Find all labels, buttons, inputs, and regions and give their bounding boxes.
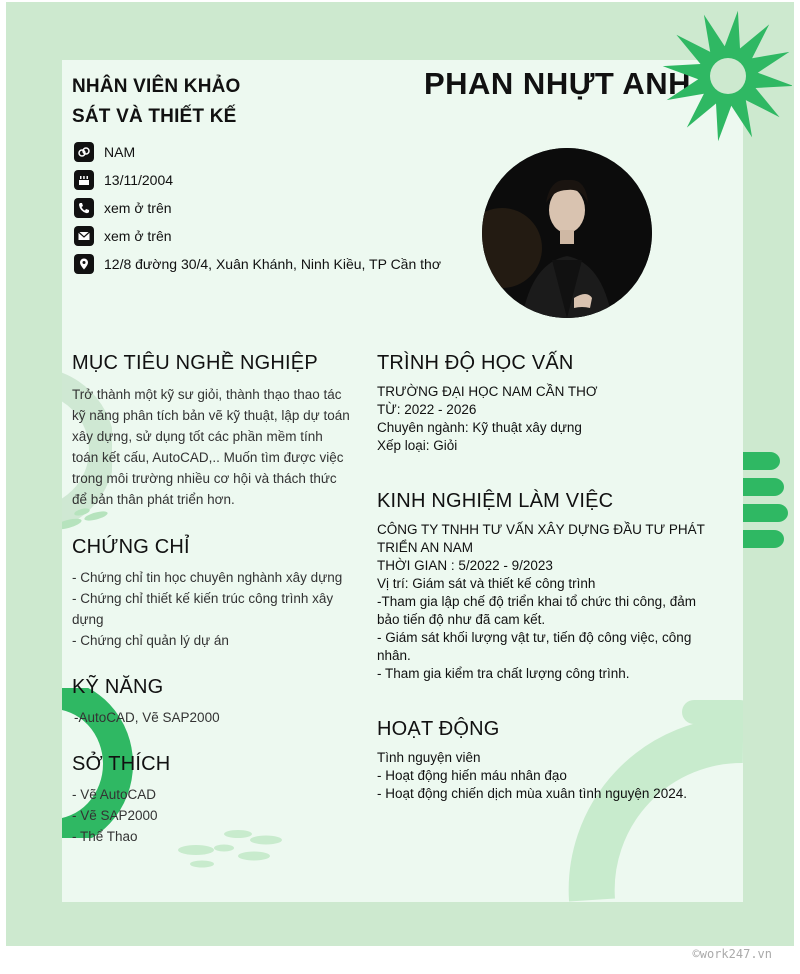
objective-line: toán kết cấu, AutoCAD,.. Muốn tìm được việc: [72, 450, 344, 465]
skills-body: [74, 707, 220, 728]
decorative-leaves-bottom: [174, 826, 294, 876]
info-phone: [74, 197, 172, 219]
education-body: [377, 383, 727, 455]
job-title-line-1: NHÂN VIÊN KHẢO: [72, 76, 241, 97]
info-gender: [74, 141, 135, 163]
hobby-line: - Thể Thao: [72, 829, 138, 844]
objective-line: Trở thành một kỹ sư giỏi, thành thạo thao tác: [72, 387, 342, 402]
experience-line: nhân.: [377, 648, 411, 663]
info-birthday-text: 13/11/2004: [104, 172, 174, 188]
certificates-heading: CHỨNG CHỈ: [72, 536, 190, 558]
objective-heading: MỤC TIÊU NGHỀ NGHIỆP: [72, 352, 318, 374]
info-address: [74, 253, 441, 275]
skills-heading: KỸ NĂNG: [72, 676, 164, 698]
email-icon: [74, 226, 94, 246]
activities-body: [377, 749, 737, 803]
education-line: Chuyên ngành: Kỹ thuật xây dựng: [377, 420, 582, 435]
phone-icon: [74, 198, 94, 218]
hobbies-heading: SỞ THÍCH: [72, 753, 171, 775]
education-line: TRƯỜNG ĐẠI HỌC NAM CẦN THƠ: [377, 384, 598, 399]
education-heading: TRÌNH ĐỘ HỌC VẤN: [377, 352, 574, 374]
info-email-text: xem ở trên: [104, 228, 172, 244]
location-icon: [74, 254, 94, 274]
decorative-stripes-right: [736, 448, 794, 560]
experience-body: [377, 521, 737, 683]
education-line: Xếp loại: Giỏi: [377, 438, 458, 453]
experience-line: Vị trí: Giám sát và thiết kế công trình: [377, 576, 596, 591]
certificate-line: - Chứng chỉ thiết kế kiến trúc công trình xây: [72, 591, 334, 606]
info-email: [74, 225, 172, 247]
objective-body: [72, 384, 362, 510]
skill-line: -AutoCAD, Vẽ SAP2000: [74, 710, 220, 725]
experience-line: -Tham gia lập chế độ triển khai tổ chức thi công, đảm: [377, 594, 696, 609]
candidate-name: PHAN NHỰT ANH: [423, 66, 691, 101]
certificates-body: [72, 567, 362, 651]
birthday-cake-icon: [74, 170, 94, 190]
activity-line: Tình nguyện viên: [377, 750, 481, 765]
info-birthday: [74, 169, 173, 191]
experience-line: TRIỂN AN NAM: [377, 540, 474, 555]
activities-heading: HOẠT ĐỘNG: [377, 718, 500, 740]
activity-line: - Hoạt động hiến máu nhân đạo: [377, 768, 567, 783]
job-title-line-2: SÁT VÀ THIẾT KẾ: [72, 106, 237, 127]
info-phone-text: xem ở trên: [104, 200, 172, 216]
gender-icon: [74, 142, 94, 162]
info-address-text: 12/8 đường 30/4, Xuân Khánh, Ninh Kiều, TP Cần thơ: [104, 256, 441, 272]
objective-line: trong môi trường nhiều cơ hội và thách thức: [72, 471, 337, 486]
objective-line: kỹ năng phân tích bản vẽ kỹ thuật, lập dự toán: [72, 408, 350, 423]
certificate-line: dựng: [72, 612, 104, 627]
experience-line: CÔNG TY TNHH TƯ VẤN XÂY DỰNG ĐẦU TƯ PHÁT: [377, 522, 705, 537]
hobby-line: - Vẽ SAP2000: [72, 808, 158, 823]
hobby-line: - Vẽ AutoCAD: [72, 787, 157, 802]
watermark-footer: ©work247.vn: [692, 947, 772, 961]
objective-line: để bản thân phát triển hơn.: [72, 492, 235, 507]
certificate-line: - Chứng chỉ tin học chuyên nghành xây dựng: [72, 570, 343, 585]
objective-line: xây dựng, sử dụng tốt các phần mềm tính: [72, 429, 323, 444]
hobbies-body: [72, 784, 158, 847]
page-background: [6, 2, 794, 946]
profile-photo: [482, 148, 652, 318]
job-title: [72, 72, 241, 132]
decorative-leaves-left: [62, 506, 130, 536]
decorative-starburst: [656, 6, 792, 142]
experience-line: - Tham gia kiểm tra chất lượng công trình.: [377, 666, 630, 681]
experience-line: THỜI GIAN : 5/2022 - 9/2023: [377, 558, 553, 573]
activity-line: - Hoạt động chiến dịch mùa xuân tình nguyện 2024.: [377, 786, 687, 801]
info-gender-text: NAM: [104, 144, 136, 160]
experience-heading: KINH NGHIỆM LÀM VIỆC: [377, 490, 614, 512]
experience-line: - Giám sát khối lượng vật tư, tiến độ công việc, công: [377, 630, 692, 645]
resume-sheet: [62, 60, 743, 902]
education-line: TỪ: 2022 - 2026: [377, 402, 477, 417]
experience-line: bảo tiến độ như đã cam kết.: [377, 612, 546, 627]
certificate-line: - Chứng chỉ quản lý dự án: [72, 633, 229, 648]
